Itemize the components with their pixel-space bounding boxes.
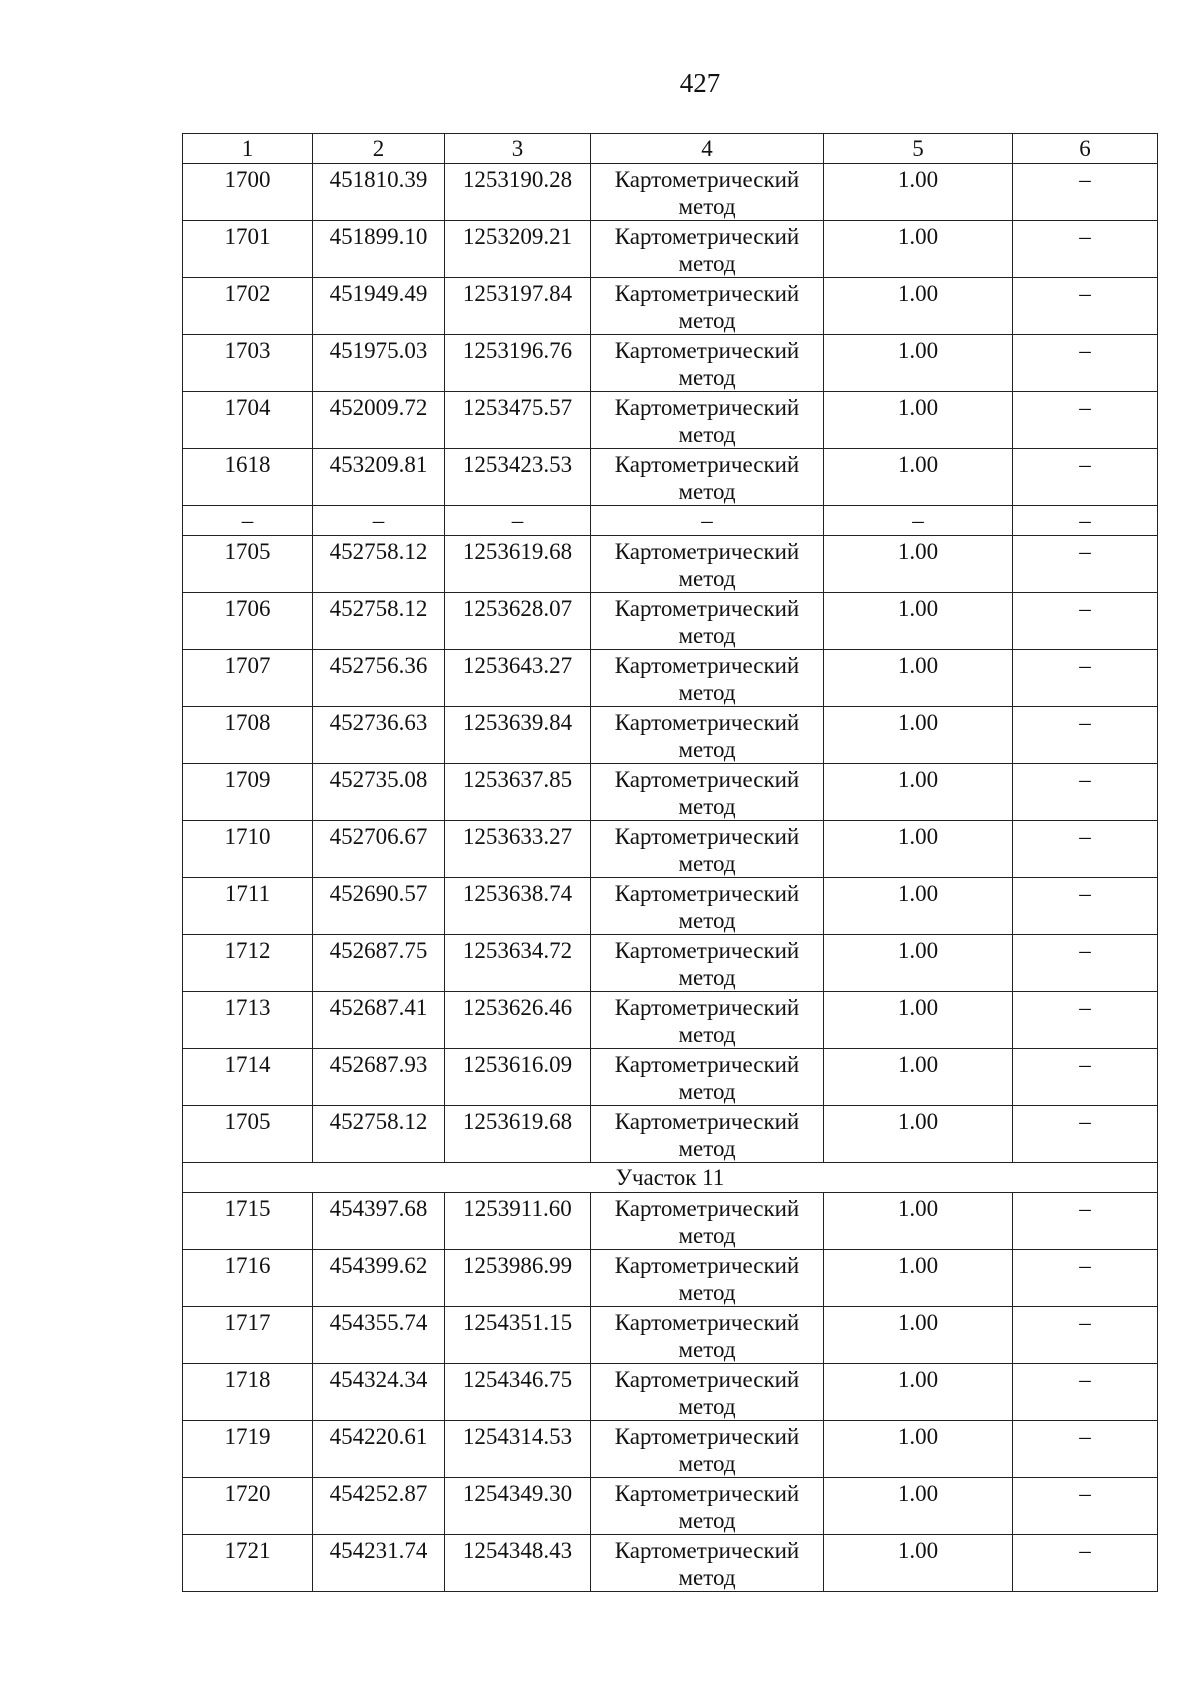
coordinate-y-cell: 1253643.27 xyxy=(445,650,591,707)
coordinate-x-cell: 454324.34 xyxy=(313,1364,445,1421)
coordinate-y-cell: 1254349.30 xyxy=(445,1478,591,1535)
point-number-cell: 1716 xyxy=(183,1250,313,1307)
method-cell: Картометрический метод xyxy=(591,650,824,707)
precision-cell: 1.00 xyxy=(824,935,1013,992)
coordinate-x-cell: 451810.39 xyxy=(313,164,445,221)
note-cell: – xyxy=(1013,335,1158,392)
column-header: 1 xyxy=(183,134,313,164)
point-number-cell: 1706 xyxy=(183,593,313,650)
method-cell: Картометрический метод xyxy=(591,278,824,335)
note-cell: – xyxy=(1013,1535,1158,1592)
table-row xyxy=(183,536,1158,593)
coordinate-x-cell: 452687.75 xyxy=(313,935,445,992)
coordinate-y-cell: 1254348.43 xyxy=(445,1535,591,1592)
method-cell: Картометрический метод xyxy=(591,1478,824,1535)
coordinate-x-cell: 454231.74 xyxy=(313,1535,445,1592)
note-cell: – xyxy=(1013,1106,1158,1163)
method-cell: Картометрический метод xyxy=(591,1193,824,1250)
coordinate-y-cell: 1253475.57 xyxy=(445,392,591,449)
method-cell: Картометрический метод xyxy=(591,593,824,650)
coordinate-x-cell: 452706.67 xyxy=(313,821,445,878)
precision-cell: 1.00 xyxy=(824,1421,1013,1478)
precision-cell: 1.00 xyxy=(824,221,1013,278)
coordinate-x-cell: 452687.93 xyxy=(313,1049,445,1106)
coordinate-y-cell: 1253986.99 xyxy=(445,1250,591,1307)
column-header: 5 xyxy=(824,134,1013,164)
note-cell: – xyxy=(1013,1364,1158,1421)
coordinate-y-cell: 1253638.74 xyxy=(445,878,591,935)
coordinate-y-cell: 1253190.28 xyxy=(445,164,591,221)
separator-row xyxy=(183,506,1158,536)
note-cell: – xyxy=(1013,278,1158,335)
coordinate-y-cell: 1253626.46 xyxy=(445,992,591,1049)
separator-cell: – xyxy=(1013,506,1158,536)
note-cell: – xyxy=(1013,821,1158,878)
method-cell: Картометрический метод xyxy=(591,449,824,506)
point-number-cell: 1705 xyxy=(183,1106,313,1163)
method-cell: Картометрический метод xyxy=(591,1364,824,1421)
table-row xyxy=(183,992,1158,1049)
coordinate-y-cell: 1253197.84 xyxy=(445,278,591,335)
separator-cell: – xyxy=(824,506,1013,536)
note-cell: – xyxy=(1013,392,1158,449)
table-row xyxy=(183,1478,1158,1535)
note-cell: – xyxy=(1013,707,1158,764)
note-cell: – xyxy=(1013,935,1158,992)
separator-cell: – xyxy=(591,506,824,536)
method-cell: Картометрический метод xyxy=(591,1106,824,1163)
method-cell: Картометрический метод xyxy=(591,1535,824,1592)
note-cell: – xyxy=(1013,1421,1158,1478)
method-cell: Картометрический метод xyxy=(591,1250,824,1307)
section-title: Участок 11 xyxy=(183,1163,1158,1193)
precision-cell: 1.00 xyxy=(824,164,1013,221)
note-cell: – xyxy=(1013,764,1158,821)
table-row xyxy=(183,935,1158,992)
note-cell: – xyxy=(1013,1250,1158,1307)
precision-cell: 1.00 xyxy=(824,1478,1013,1535)
coordinate-x-cell: 452690.57 xyxy=(313,878,445,935)
point-number-cell: 1720 xyxy=(183,1478,313,1535)
point-number-cell: 1712 xyxy=(183,935,313,992)
precision-cell: 1.00 xyxy=(824,1364,1013,1421)
point-number-cell: 1700 xyxy=(183,164,313,221)
coordinate-y-cell: 1253423.53 xyxy=(445,449,591,506)
table-row xyxy=(183,878,1158,935)
coordinate-y-cell: 1254346.75 xyxy=(445,1364,591,1421)
note-cell: – xyxy=(1013,992,1158,1049)
coordinate-y-cell: 1253619.68 xyxy=(445,1106,591,1163)
point-number-cell: 1719 xyxy=(183,1421,313,1478)
precision-cell: 1.00 xyxy=(824,764,1013,821)
method-cell: Картометрический метод xyxy=(591,764,824,821)
point-number-cell: 1701 xyxy=(183,221,313,278)
coordinate-x-cell: 452736.63 xyxy=(313,707,445,764)
point-number-cell: 1717 xyxy=(183,1307,313,1364)
point-number-cell: 1718 xyxy=(183,1364,313,1421)
coordinate-y-cell: 1253639.84 xyxy=(445,707,591,764)
note-cell: – xyxy=(1013,878,1158,935)
point-number-cell: 1705 xyxy=(183,536,313,593)
coordinates-table xyxy=(182,133,1158,1592)
table-row xyxy=(183,1193,1158,1250)
note-cell: – xyxy=(1013,1478,1158,1535)
coordinate-y-cell: 1253637.85 xyxy=(445,764,591,821)
coordinate-x-cell: 452758.12 xyxy=(313,1106,445,1163)
table-row xyxy=(183,1421,1158,1478)
precision-cell: 1.00 xyxy=(824,821,1013,878)
method-cell: Картометрический метод xyxy=(591,536,824,593)
table-row xyxy=(183,1364,1158,1421)
coordinate-x-cell: 454220.61 xyxy=(313,1421,445,1478)
coordinate-y-cell: 1254351.15 xyxy=(445,1307,591,1364)
coordinate-x-cell: 454252.87 xyxy=(313,1478,445,1535)
precision-cell: 1.00 xyxy=(824,1106,1013,1163)
method-cell: Картометрический метод xyxy=(591,221,824,278)
coordinate-y-cell: 1253911.60 xyxy=(445,1193,591,1250)
table-row xyxy=(183,764,1158,821)
table-row xyxy=(183,449,1158,506)
coordinate-x-cell: 454397.68 xyxy=(313,1193,445,1250)
coordinate-x-cell: 452758.12 xyxy=(313,593,445,650)
point-number-cell: 1702 xyxy=(183,278,313,335)
note-cell: – xyxy=(1013,164,1158,221)
column-header: 3 xyxy=(445,134,591,164)
table-row xyxy=(183,1106,1158,1163)
precision-cell: 1.00 xyxy=(824,878,1013,935)
note-cell: – xyxy=(1013,536,1158,593)
coordinate-y-cell: 1253209.21 xyxy=(445,221,591,278)
separator-cell: – xyxy=(183,506,313,536)
precision-cell: 1.00 xyxy=(824,1193,1013,1250)
note-cell: – xyxy=(1013,1307,1158,1364)
coordinate-y-cell: 1253619.68 xyxy=(445,536,591,593)
coordinate-x-cell: 452687.41 xyxy=(313,992,445,1049)
note-cell: – xyxy=(1013,1049,1158,1106)
precision-cell: 1.00 xyxy=(824,1307,1013,1364)
page-number: 427 xyxy=(679,68,721,98)
note-cell: – xyxy=(1013,221,1158,278)
coordinate-y-cell: 1253633.27 xyxy=(445,821,591,878)
coordinate-x-cell: 454355.74 xyxy=(313,1307,445,1364)
coordinate-x-cell: 452735.08 xyxy=(313,764,445,821)
precision-cell: 1.00 xyxy=(824,707,1013,764)
table-row xyxy=(183,1250,1158,1307)
table-row xyxy=(183,221,1158,278)
table-row xyxy=(183,593,1158,650)
column-header: 4 xyxy=(591,134,824,164)
point-number-cell: 1714 xyxy=(183,1049,313,1106)
precision-cell: 1.00 xyxy=(824,1049,1013,1106)
coordinate-y-cell: 1253634.72 xyxy=(445,935,591,992)
column-header: 2 xyxy=(313,134,445,164)
precision-cell: 1.00 xyxy=(824,335,1013,392)
point-number-cell: 1703 xyxy=(183,335,313,392)
table-row xyxy=(183,1535,1158,1592)
method-cell: Картометрический метод xyxy=(591,878,824,935)
coordinate-x-cell: 453209.81 xyxy=(313,449,445,506)
table-row xyxy=(183,707,1158,764)
method-cell: Картометрический метод xyxy=(591,935,824,992)
separator-cell: – xyxy=(313,506,445,536)
point-number-cell: 1704 xyxy=(183,392,313,449)
table-row xyxy=(183,650,1158,707)
point-number-cell: 1713 xyxy=(183,992,313,1049)
coordinate-x-cell: 452756.36 xyxy=(313,650,445,707)
table-row xyxy=(183,1307,1158,1364)
method-cell: Картометрический метод xyxy=(591,392,824,449)
table-row xyxy=(183,392,1158,449)
note-cell: – xyxy=(1013,593,1158,650)
method-cell: Картометрический метод xyxy=(591,335,824,392)
precision-cell: 1.00 xyxy=(824,593,1013,650)
coordinate-y-cell: 1254314.53 xyxy=(445,1421,591,1478)
coordinate-y-cell: 1253196.76 xyxy=(445,335,591,392)
point-number-cell: 1711 xyxy=(183,878,313,935)
point-number-cell: 1707 xyxy=(183,650,313,707)
coordinate-x-cell: 451949.49 xyxy=(313,278,445,335)
table-row xyxy=(183,278,1158,335)
point-number-cell: 1710 xyxy=(183,821,313,878)
point-number-cell: 1715 xyxy=(183,1193,313,1250)
coordinate-x-cell: 452009.72 xyxy=(313,392,445,449)
precision-cell: 1.00 xyxy=(824,278,1013,335)
precision-cell: 1.00 xyxy=(824,536,1013,593)
coordinate-x-cell: 451975.03 xyxy=(313,335,445,392)
method-cell: Картометрический метод xyxy=(591,707,824,764)
point-number-cell: 1618 xyxy=(183,449,313,506)
point-number-cell: 1721 xyxy=(183,1535,313,1592)
separator-cell: – xyxy=(445,506,591,536)
coordinate-x-cell: 451899.10 xyxy=(313,221,445,278)
precision-cell: 1.00 xyxy=(824,1535,1013,1592)
table-row xyxy=(183,821,1158,878)
coordinate-x-cell: 454399.62 xyxy=(313,1250,445,1307)
coordinate-x-cell: 452758.12 xyxy=(313,536,445,593)
column-header: 6 xyxy=(1013,134,1158,164)
header-row xyxy=(183,134,1158,164)
method-cell: Картометрический метод xyxy=(591,1049,824,1106)
table-body xyxy=(183,134,1158,1592)
section-row xyxy=(183,1163,1158,1193)
precision-cell: 1.00 xyxy=(824,449,1013,506)
table-row xyxy=(183,1049,1158,1106)
coordinate-y-cell: 1253628.07 xyxy=(445,593,591,650)
method-cell: Картометрический метод xyxy=(591,992,824,1049)
note-cell: – xyxy=(1013,650,1158,707)
table-row xyxy=(183,335,1158,392)
precision-cell: 1.00 xyxy=(824,1250,1013,1307)
precision-cell: 1.00 xyxy=(824,392,1013,449)
precision-cell: 1.00 xyxy=(824,650,1013,707)
table-row xyxy=(183,164,1158,221)
method-cell: Картометрический метод xyxy=(591,1307,824,1364)
coordinate-y-cell: 1253616.09 xyxy=(445,1049,591,1106)
note-cell: – xyxy=(1013,449,1158,506)
point-number-cell: 1708 xyxy=(183,707,313,764)
method-cell: Картометрический метод xyxy=(591,821,824,878)
point-number-cell: 1709 xyxy=(183,764,313,821)
method-cell: Картометрический метод xyxy=(591,164,824,221)
precision-cell: 1.00 xyxy=(824,992,1013,1049)
note-cell: – xyxy=(1013,1193,1158,1250)
method-cell: Картометрический метод xyxy=(591,1421,824,1478)
